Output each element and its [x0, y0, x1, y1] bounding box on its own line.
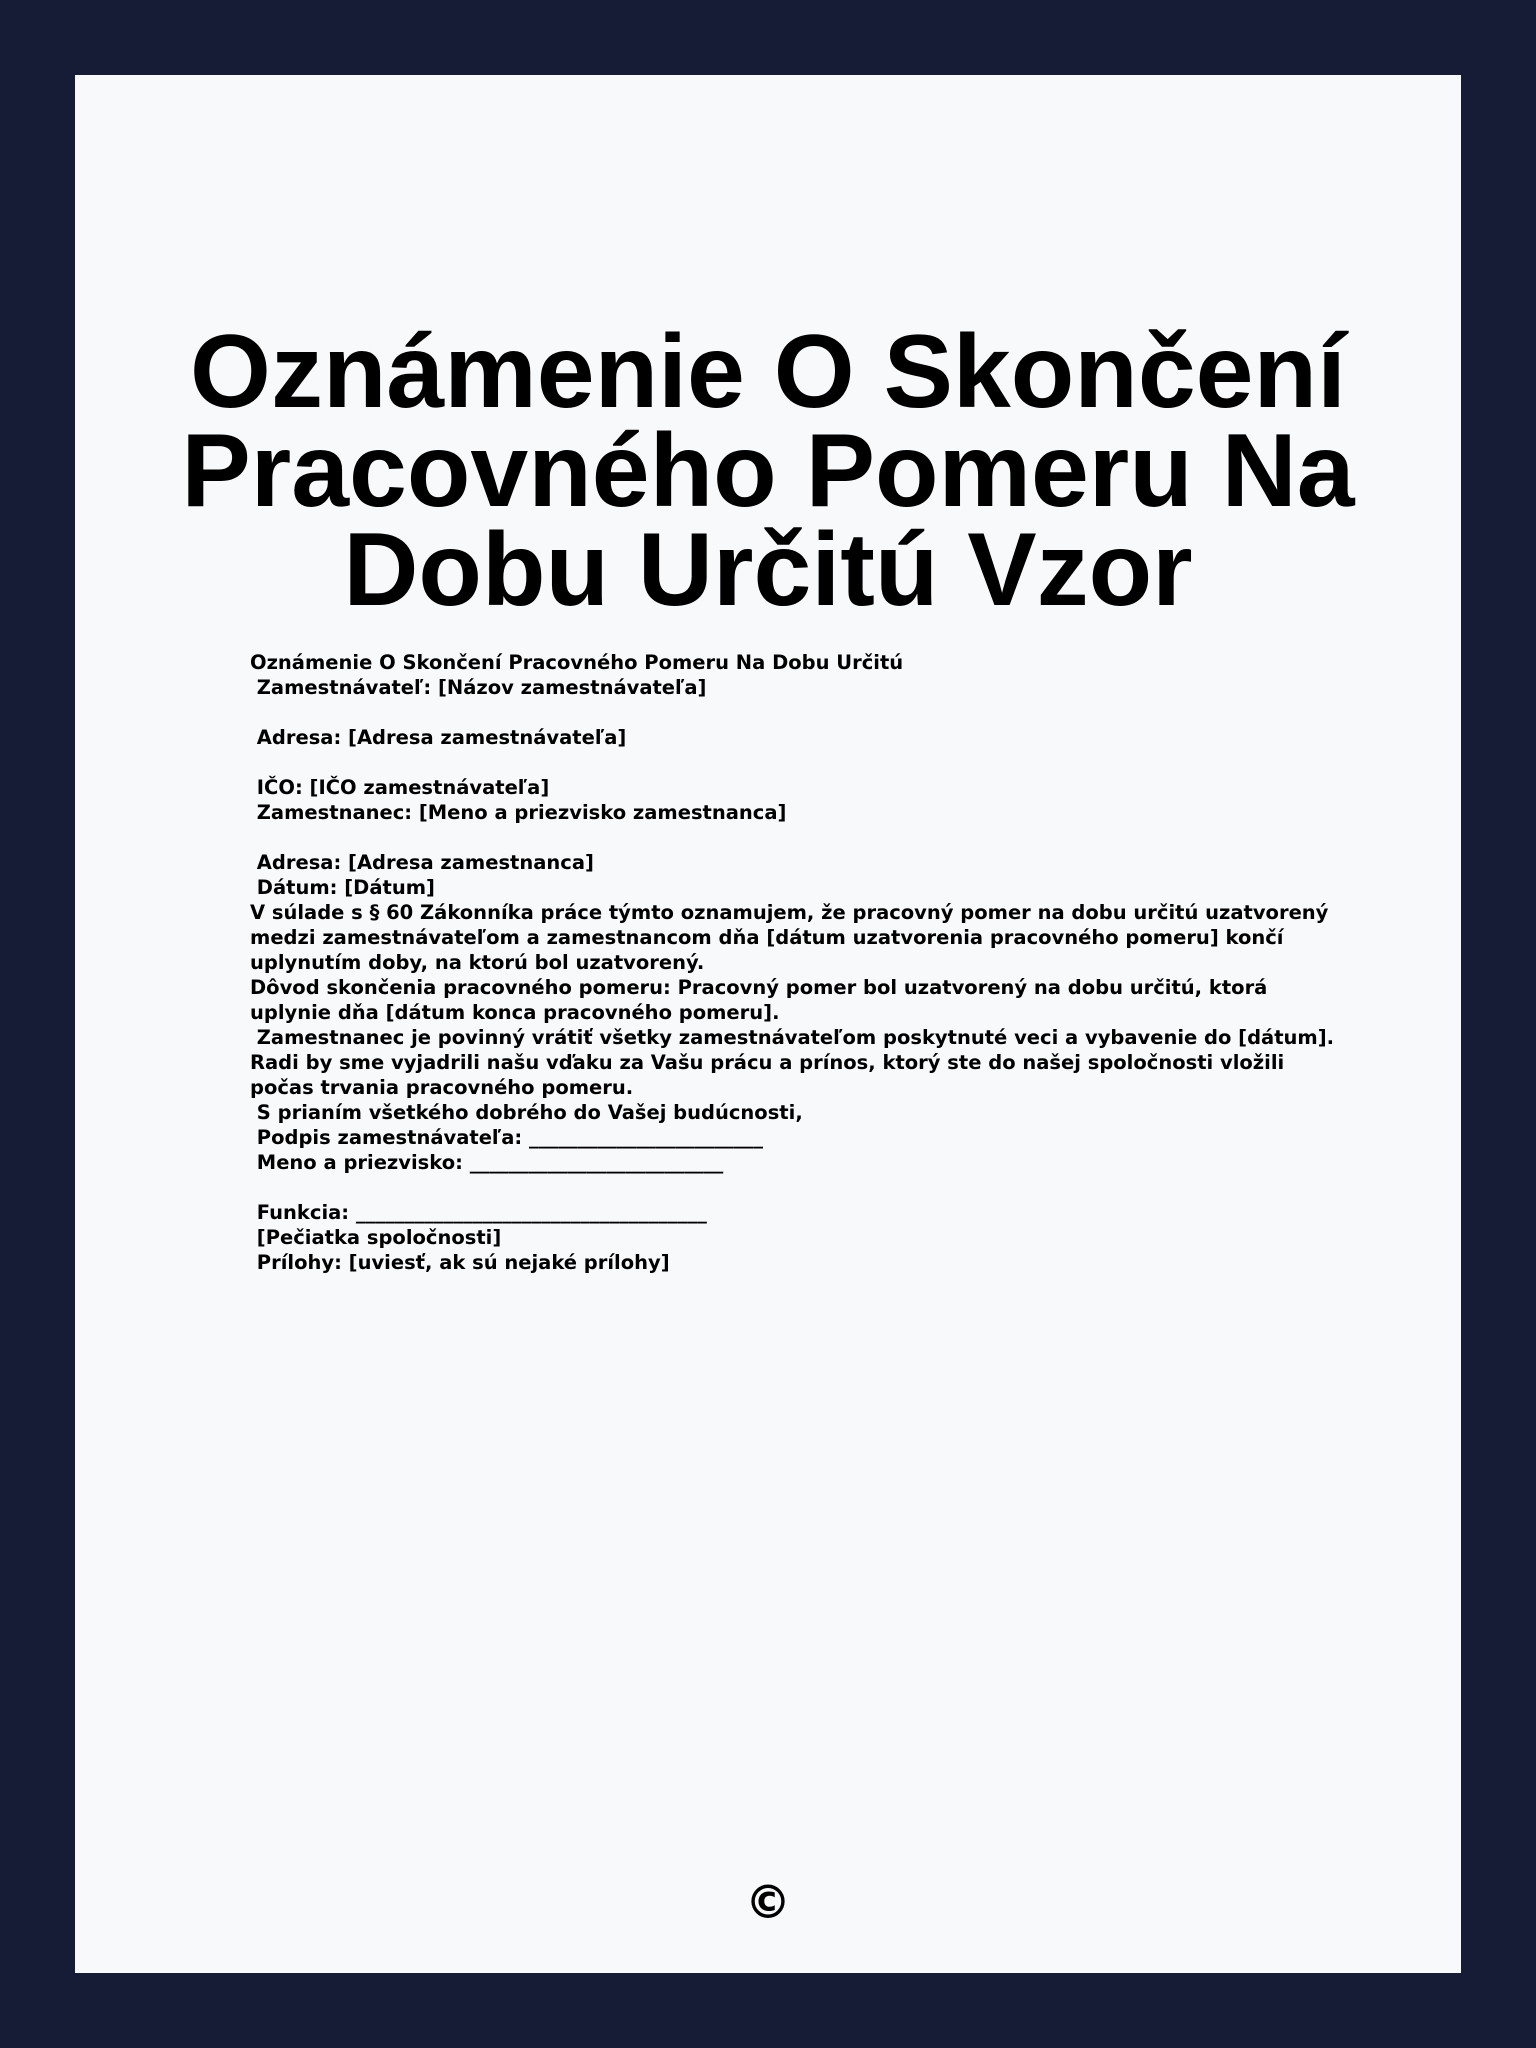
stamp-line: [Pečiatka spoločnosti] [250, 1226, 502, 1249]
blank-line [250, 1175, 1350, 1200]
blank-line [250, 700, 1350, 725]
thanks-paragraph: Radi by sme vyjadrili našu vďaku za Vašu prácu a prínos, ktorý ste do našej spoločnosti vložili počas trvania pracovného pomeru. [250, 1051, 1291, 1099]
blank-line [250, 825, 1350, 850]
legal-paragraph: V súlade s § 60 Zákonníka práce týmto oznamujem, že pracovný pomer na dobu určitú uzatvorený medzi zamestnávateľom a zamestnancom dňa [dátum uzatvorenia pracovného pomeru] končí uplynutím doby, na ktorú bol uzatvorený. [250, 901, 1336, 974]
employer-ico-line: IČO: [IČO zamestnávateľa] [250, 776, 550, 799]
function-line: Funkcia: ____________________________________ [250, 1201, 707, 1224]
name-line: Meno a priezvisko: __________________________ [250, 1151, 724, 1174]
reason-paragraph: Dôvod skončenia pracovného pomeru: Pracovný pomer bol uzatvorený na dobu určitú, ktorá uplynie dňa [dátum konca pracovného pomeru]. [250, 976, 1275, 1024]
document-page [75, 75, 1461, 1973]
signature-line: Podpis zamestnávateľa: ________________________ [250, 1126, 764, 1149]
blank-line [250, 750, 1350, 775]
return-paragraph: Zamestnanec je povinný vrátiť všetky zamestnávateľom poskytnuté veci a vybavenie do [dátum]. [250, 1026, 1335, 1049]
employer-line: Zamestnávateľ: [Názov zamestnávateľa] [250, 676, 707, 699]
document-heading: Oznámenie O Skončení Pracovného Pomeru Na Dobu Určitú [250, 651, 904, 674]
employer-address-line: Adresa: [Adresa zamestnávateľa] [250, 726, 627, 749]
copyright-symbol: © [745, 1875, 791, 1929]
page-title: Oznámenie O Skončení Pracovného Pomeru Na Dobu Určitú Vzor [181, 314, 1355, 628]
employee-line: Zamestnanec: [Meno a priezvisko zamestnanca] [250, 801, 787, 824]
attachments-line: Prílohy: [uviesť, ak sú nejaké prílohy] [250, 1251, 670, 1274]
date-line: Dátum: [Dátum] [250, 876, 435, 899]
document-body [250, 650, 1350, 1275]
closing-line: S prianím všetkého dobrého do Vašej budúcnosti, [250, 1101, 803, 1124]
employee-address-line: Adresa: [Adresa zamestnanca] [250, 851, 594, 874]
